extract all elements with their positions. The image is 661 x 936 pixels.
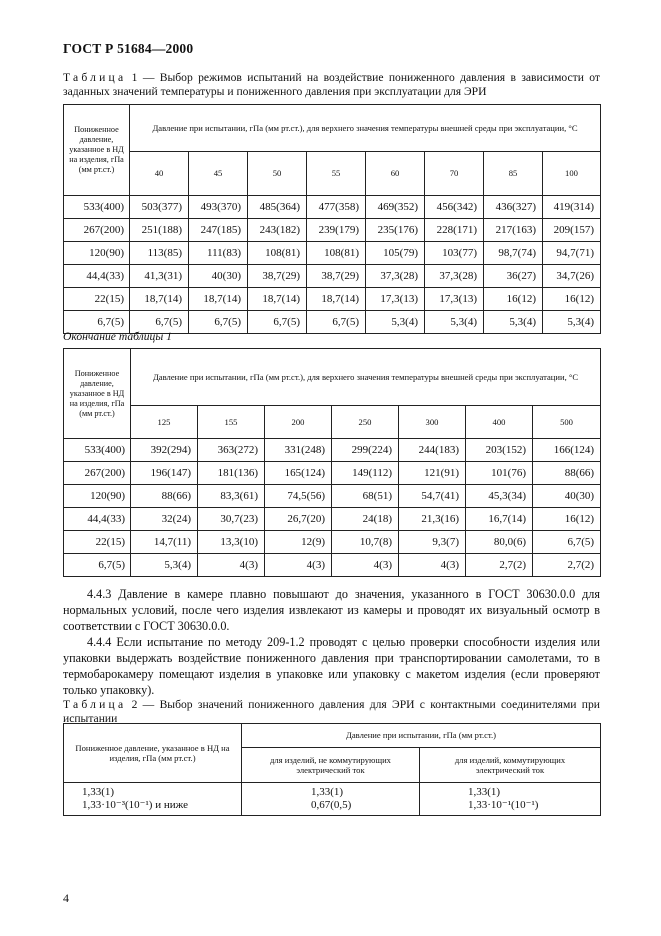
table2-caption bbox=[63, 698, 600, 726]
table1-test-pressure-cell: 16(12) bbox=[484, 288, 543, 311]
table-row bbox=[64, 508, 601, 531]
table1-test-pressure-cell: 5,3(4) bbox=[543, 311, 601, 334]
table1-test-pressure-cell: 18,7(14) bbox=[130, 288, 189, 311]
table1c-test-pressure-cell: 4(3) bbox=[265, 554, 332, 577]
table1-test-pressure-cell: 436(327) bbox=[484, 196, 543, 219]
table1-temp-header: 50 bbox=[248, 152, 307, 196]
table1-test-pressure-cell: 5,3(4) bbox=[366, 311, 425, 334]
table1-test-pressure-cell: 16(12) bbox=[543, 288, 601, 311]
table1-test-pressure-cell: 17,3(13) bbox=[366, 288, 425, 311]
table1-test-pressure-cell: 6,7(5) bbox=[130, 311, 189, 334]
table-row bbox=[64, 288, 601, 311]
table1c-test-pressure-cell: 244(183) bbox=[399, 439, 466, 462]
table1c-test-pressure-cell: 10,7(8) bbox=[332, 531, 399, 554]
table1-test-pressure-cell: 228(171) bbox=[425, 219, 484, 242]
table1c-test-pressure-cell: 165(124) bbox=[265, 462, 332, 485]
table1-test-pressure-cell: 98,7(74) bbox=[484, 242, 543, 265]
table2-col0-header: Пониженное давление, указанное в НД на изделия, гПа (мм рт.ст.) bbox=[64, 724, 242, 783]
table2-cell-commuting-line2: 1,33·10⁻¹(10⁻¹) bbox=[468, 799, 539, 811]
table-row bbox=[64, 531, 601, 554]
table1-test-pressure-cell: 5,3(4) bbox=[484, 311, 543, 334]
table1-test-pressure-cell: 477(358) bbox=[307, 196, 366, 219]
table1-group-header: Давление при испытании, гПа (мм рт.ст.), для верхнего значения температуры внешней среды при эксплуатации, °С bbox=[130, 105, 601, 152]
table2-cell-nd bbox=[64, 783, 242, 816]
table1-temp-header: 40 bbox=[130, 152, 189, 196]
table1-test-pressure-cell: 94,7(71) bbox=[543, 242, 601, 265]
table1-test-pressure-cell: 38,7(29) bbox=[248, 265, 307, 288]
table1c-test-pressure-cell: 14,7(11) bbox=[131, 531, 198, 554]
table1c-test-pressure-cell: 24(18) bbox=[332, 508, 399, 531]
table1-test-pressure-cell: 37,3(28) bbox=[366, 265, 425, 288]
table1-test-pressure-cell: 469(352) bbox=[366, 196, 425, 219]
table1-test-pressure-cell: 239(179) bbox=[307, 219, 366, 242]
table1-test-pressure-cell: 456(342) bbox=[425, 196, 484, 219]
paragraph-4-4-3-text: 4.4.3 Давление в камере плавно повышают до значения, указанного в ГОСТ 30630.0.0 для нормальных условий, после чего изделия извлекают из камеры и проводят их визуальный осмотр в соответствии с ГОСТ 30630.0.0. bbox=[63, 587, 600, 633]
document-header: ГОСТ Р 51684—2000 bbox=[63, 41, 194, 56]
table1c-nd-pressure-cell: 120(90) bbox=[64, 485, 131, 508]
table1-test-pressure-cell: 5,3(4) bbox=[425, 311, 484, 334]
table-row bbox=[64, 196, 601, 219]
table1-col0-header: Пониженное давление, указанное в НД на изделия, гПа (мм рт.ст.) bbox=[64, 105, 130, 196]
table1c-test-pressure-cell: 12(9) bbox=[265, 531, 332, 554]
table1-temp-header: 70 bbox=[425, 152, 484, 196]
table1c-test-pressure-cell: 299(224) bbox=[332, 439, 399, 462]
table1c-nd-pressure-cell: 533(400) bbox=[64, 439, 131, 462]
paragraph-4-4-3 bbox=[63, 586, 600, 634]
table1-test-pressure-cell: 103(77) bbox=[425, 242, 484, 265]
table1c-test-pressure-cell: 166(124) bbox=[533, 439, 601, 462]
table1-test-pressure-cell: 36(27) bbox=[484, 265, 543, 288]
table1c-temp-header: 250 bbox=[332, 406, 399, 439]
table1c-test-pressure-cell: 121(91) bbox=[399, 462, 466, 485]
paragraph-4-4-4-text: 4.4.4 Если испытание по методу 209-1.2 проводят с целью проверки способности изделия или упаковки выдержать воздействие пониженного давления при транспортировании самолетами, то в термобарокамеру помещают изделия в упаковке или упаковку с макетом изделия (если проверяют только упаковку). bbox=[63, 635, 600, 697]
table1c-test-pressure-cell: 13,3(10) bbox=[198, 531, 265, 554]
table1-temp-header: 55 bbox=[307, 152, 366, 196]
table2-cell-noncommuting-line1: 1,33(1) bbox=[311, 786, 344, 798]
table2-sub-header-noncommuting: для изделий, не коммутирующих электрический ток bbox=[242, 748, 420, 783]
table1c-test-pressure-cell: 26,7(20) bbox=[265, 508, 332, 531]
table1c-temp-header: 400 bbox=[466, 406, 533, 439]
table1c-test-pressure-cell: 203(152) bbox=[466, 439, 533, 462]
table1c-test-pressure-cell: 2,7(2) bbox=[466, 554, 533, 577]
table1-temp-header: 45 bbox=[189, 152, 248, 196]
table-row bbox=[64, 439, 601, 462]
page-number: 4 bbox=[63, 891, 69, 905]
table1-test-pressure-cell: 37,3(28) bbox=[425, 265, 484, 288]
table1-test-pressure-cell: 217(163) bbox=[484, 219, 543, 242]
table1c-group-header: Давление при испытании, гПа (мм рт.ст.), для верхнего значения температуры внешней среды при эксплуатации, °С bbox=[131, 349, 601, 406]
table1c-test-pressure-cell: 80,0(6) bbox=[466, 531, 533, 554]
table1-test-pressure-cell: 251(188) bbox=[130, 219, 189, 242]
table1-test-pressure-cell: 108(81) bbox=[307, 242, 366, 265]
table1-test-pressure-cell: 113(85) bbox=[130, 242, 189, 265]
table1-nd-pressure-cell: 44,4(33) bbox=[64, 265, 130, 288]
table1-test-pressure-cell: 38,7(29) bbox=[307, 265, 366, 288]
table1-caption-label: Таблица bbox=[63, 71, 127, 84]
table1c-test-pressure-cell: 21,3(16) bbox=[399, 508, 466, 531]
table1c-nd-pressure-cell: 44,4(33) bbox=[64, 508, 131, 531]
table1-test-pressure-cell: 40(30) bbox=[189, 265, 248, 288]
table1c-nd-pressure-cell: 6,7(5) bbox=[64, 554, 131, 577]
table2-cell-nd-line1: 1,33(1) bbox=[82, 786, 115, 798]
table2-cell-commuting bbox=[420, 783, 601, 816]
table1-caption-text: 1 — Выбор режимов испытаний на воздействие пониженного давления в зависимости от заданных значений температуры и пониженного давления при эксплуатации для ЭРИ bbox=[63, 71, 600, 98]
table-row bbox=[64, 265, 601, 288]
table2-caption-text: 2 — Выбор значений пониженного давления для ЭРИ с контактными соединителями при испытании bbox=[63, 698, 600, 725]
table1c-test-pressure-cell: 4(3) bbox=[399, 554, 466, 577]
table1-test-pressure-cell: 247(185) bbox=[189, 219, 248, 242]
table1c-temp-header: 300 bbox=[399, 406, 466, 439]
table1c-test-pressure-cell: 9,3(7) bbox=[399, 531, 466, 554]
table1 bbox=[63, 104, 601, 334]
table1-test-pressure-cell: 105(79) bbox=[366, 242, 425, 265]
table1c-test-pressure-cell: 40(30) bbox=[533, 485, 601, 508]
table1-test-pressure-cell: 108(81) bbox=[248, 242, 307, 265]
table1c-test-pressure-cell: 88(66) bbox=[131, 485, 198, 508]
table1-test-pressure-cell: 18,7(14) bbox=[189, 288, 248, 311]
table1c-test-pressure-cell: 331(248) bbox=[265, 439, 332, 462]
table1c-test-pressure-cell: 16(12) bbox=[533, 508, 601, 531]
table1-test-pressure-cell: 17,3(13) bbox=[425, 288, 484, 311]
table1c-test-pressure-cell: 2,7(2) bbox=[533, 554, 601, 577]
table1c-test-pressure-cell: 5,3(4) bbox=[131, 554, 198, 577]
table1-test-pressure-cell: 34,7(26) bbox=[543, 265, 601, 288]
table1c-test-pressure-cell: 30,7(23) bbox=[198, 508, 265, 531]
table1-test-pressure-cell: 6,7(5) bbox=[307, 311, 366, 334]
table2-group-header: Давление при испытании, гПа (мм рт.ст.) bbox=[242, 724, 601, 748]
table1c-test-pressure-cell: 196(147) bbox=[131, 462, 198, 485]
table-row bbox=[64, 485, 601, 508]
table1c-test-pressure-cell: 54,7(41) bbox=[399, 485, 466, 508]
table1c-test-pressure-cell: 181(136) bbox=[198, 462, 265, 485]
table1c-test-pressure-cell: 101(76) bbox=[466, 462, 533, 485]
table1-nd-pressure-cell: 6,7(5) bbox=[64, 311, 130, 334]
table1c-temp-header: 500 bbox=[533, 406, 601, 439]
table1-test-pressure-cell: 235(176) bbox=[366, 219, 425, 242]
table2-cell-noncommuting bbox=[242, 783, 420, 816]
table-row bbox=[64, 242, 601, 265]
table1-temp-header: 85 bbox=[484, 152, 543, 196]
table1c-nd-pressure-cell: 22(15) bbox=[64, 531, 131, 554]
table1c-test-pressure-cell: 16,7(14) bbox=[466, 508, 533, 531]
table1c-test-pressure-cell: 363(272) bbox=[198, 439, 265, 462]
table1c-test-pressure-cell: 392(294) bbox=[131, 439, 198, 462]
table1-temp-header: 100 bbox=[543, 152, 601, 196]
table1-test-pressure-cell: 243(182) bbox=[248, 219, 307, 242]
table1-nd-pressure-cell: 267(200) bbox=[64, 219, 130, 242]
table1c-test-pressure-cell: 6,7(5) bbox=[533, 531, 601, 554]
table2-cell-noncommuting-line2: 0,67(0,5) bbox=[311, 799, 352, 811]
table1-continuation-caption: Окончание таблицы 1 bbox=[63, 330, 172, 343]
table1-test-pressure-cell: 209(157) bbox=[543, 219, 601, 242]
table1-caption bbox=[63, 71, 600, 99]
table-row bbox=[64, 462, 601, 485]
table1-test-pressure-cell: 493(370) bbox=[189, 196, 248, 219]
table2-sub-header-commuting: для изделий, коммутирующих электрический ток bbox=[420, 748, 601, 783]
table1c-test-pressure-cell: 88(66) bbox=[533, 462, 601, 485]
table1-nd-pressure-cell: 120(90) bbox=[64, 242, 130, 265]
paragraph-4-4-4 bbox=[63, 634, 600, 698]
table1-test-pressure-cell: 41,3(31) bbox=[130, 265, 189, 288]
table1-test-pressure-cell: 485(364) bbox=[248, 196, 307, 219]
table1-temp-header: 60 bbox=[366, 152, 425, 196]
table1-test-pressure-cell: 18,7(14) bbox=[307, 288, 366, 311]
table1-test-pressure-cell: 111(83) bbox=[189, 242, 248, 265]
table1-test-pressure-cell: 419(314) bbox=[543, 196, 601, 219]
table2 bbox=[63, 723, 601, 816]
table2-cell-nd-line2: 1,33·10⁻³(10⁻¹) и ниже bbox=[82, 799, 188, 811]
table1c-test-pressure-cell: 4(3) bbox=[198, 554, 265, 577]
table1c-temp-header: 125 bbox=[131, 406, 198, 439]
table1c-test-pressure-cell: 68(51) bbox=[332, 485, 399, 508]
table1-nd-pressure-cell: 22(15) bbox=[64, 288, 130, 311]
table2-caption-label: Таблица bbox=[63, 698, 127, 711]
table1c-temp-header: 200 bbox=[265, 406, 332, 439]
table-row bbox=[64, 219, 601, 242]
table1-test-pressure-cell: 6,7(5) bbox=[248, 311, 307, 334]
table1c-temp-header: 155 bbox=[198, 406, 265, 439]
table1c-test-pressure-cell: 149(112) bbox=[332, 462, 399, 485]
table1c-test-pressure-cell: 32(24) bbox=[131, 508, 198, 531]
table1-test-pressure-cell: 18,7(14) bbox=[248, 288, 307, 311]
table2-cell-commuting-line1: 1,33(1) bbox=[468, 786, 501, 798]
table1-nd-pressure-cell: 533(400) bbox=[64, 196, 130, 219]
table1c-test-pressure-cell: 45,3(34) bbox=[466, 485, 533, 508]
table1c-nd-pressure-cell: 267(200) bbox=[64, 462, 131, 485]
table1c-test-pressure-cell: 83,3(61) bbox=[198, 485, 265, 508]
table1-continuation bbox=[63, 348, 601, 577]
table1-test-pressure-cell: 503(377) bbox=[130, 196, 189, 219]
table1c-test-pressure-cell: 74,5(56) bbox=[265, 485, 332, 508]
table-row bbox=[64, 554, 601, 577]
table1c-col0-header: Пониженное давление, указанное в НД на изделия, гПа (мм рт.ст.) bbox=[64, 349, 131, 439]
table1c-test-pressure-cell: 4(3) bbox=[332, 554, 399, 577]
table1-test-pressure-cell: 6,7(5) bbox=[189, 311, 248, 334]
